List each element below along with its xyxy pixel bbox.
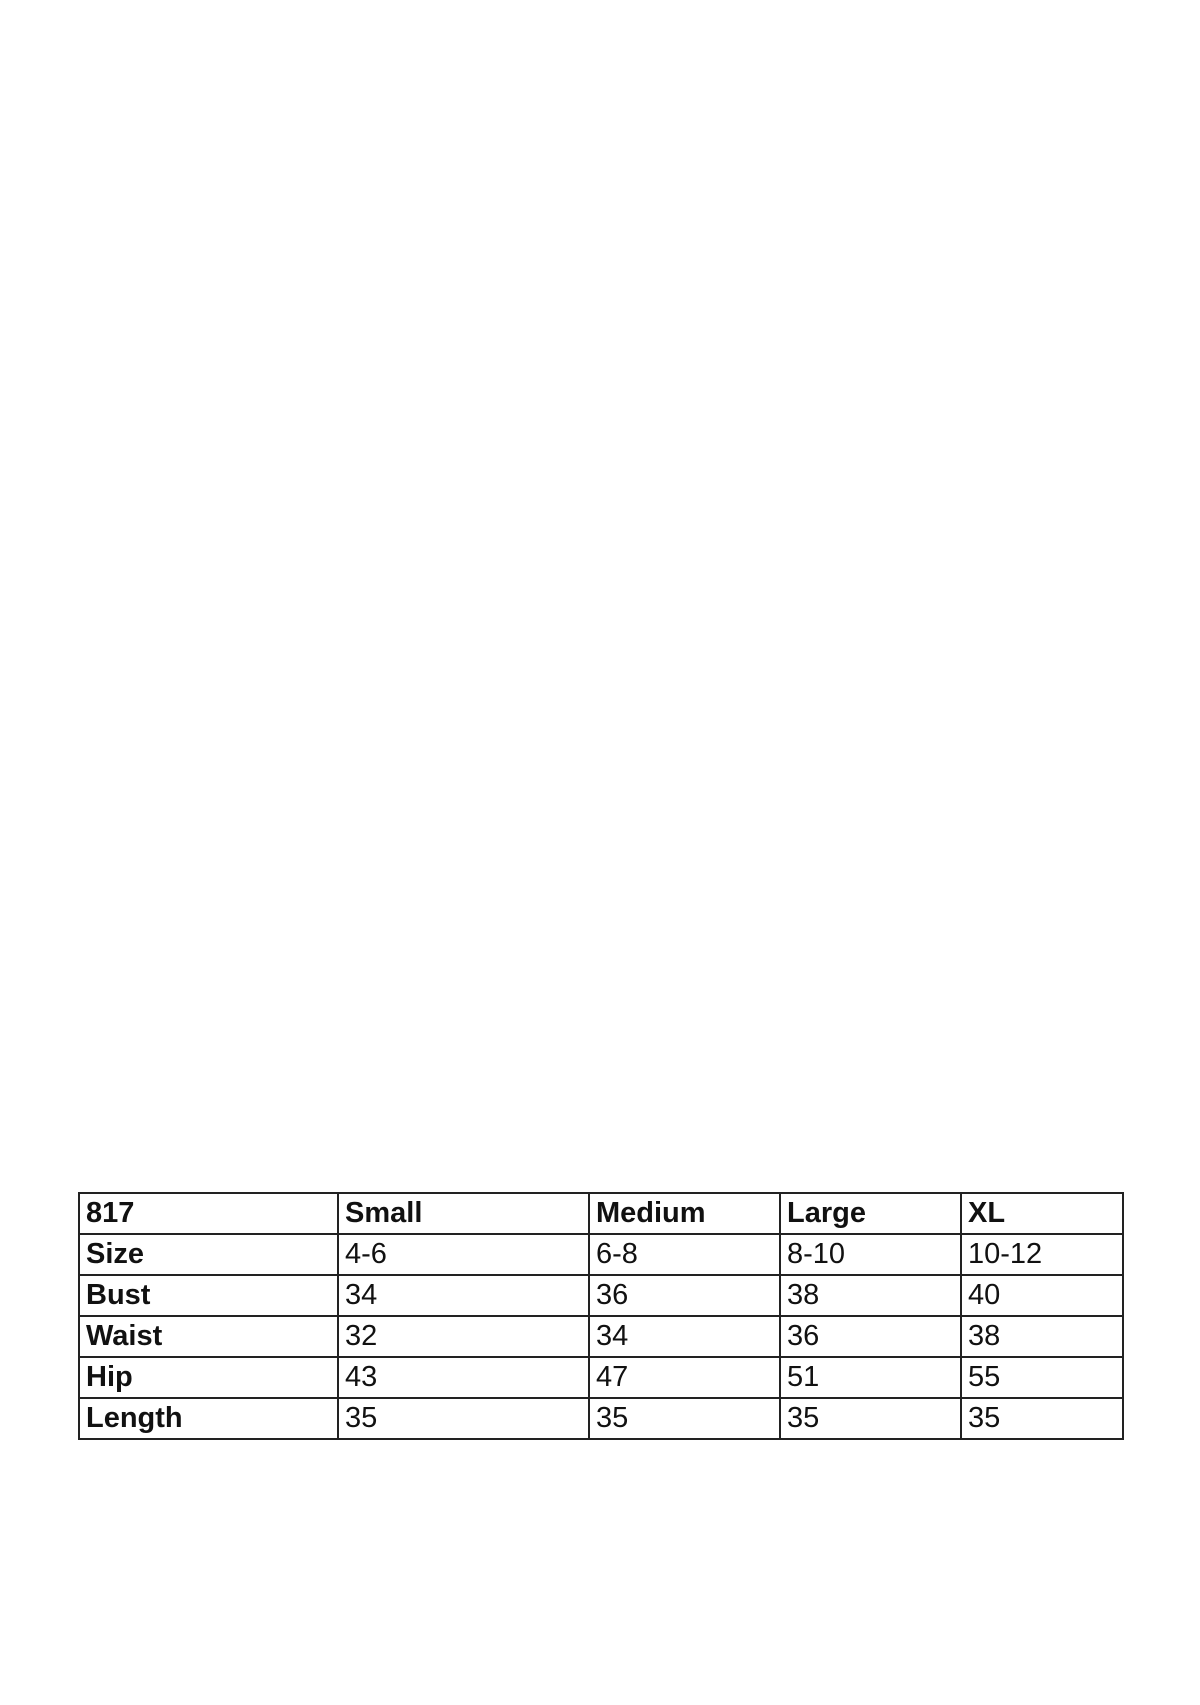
- size-large-header: Large: [780, 1193, 961, 1234]
- table-row: [79, 1357, 1123, 1398]
- table-cell: 55: [961, 1357, 1123, 1398]
- table-cell: 35: [961, 1398, 1123, 1439]
- table-cell: 8-10: [780, 1234, 961, 1275]
- table-cell: 35: [780, 1398, 961, 1439]
- size-xl-header: XL: [961, 1193, 1123, 1234]
- table-cell: 34: [589, 1316, 780, 1357]
- table-cell: 38: [961, 1316, 1123, 1357]
- row-label-length: Length: [79, 1398, 338, 1439]
- table-cell: 51: [780, 1357, 961, 1398]
- table-cell: 10-12: [961, 1234, 1123, 1275]
- size-medium-header: Medium: [589, 1193, 780, 1234]
- table-cell: 40: [961, 1275, 1123, 1316]
- table-row: [79, 1234, 1123, 1275]
- table-row: [79, 1275, 1123, 1316]
- table-cell: 35: [589, 1398, 780, 1439]
- row-label-bust: Bust: [79, 1275, 338, 1316]
- table-cell: 35: [338, 1398, 589, 1439]
- table-cell: 38: [780, 1275, 961, 1316]
- table-row: [79, 1316, 1123, 1357]
- table-cell: 47: [589, 1357, 780, 1398]
- row-label-hip: Hip: [79, 1357, 338, 1398]
- row-label-waist: Waist: [79, 1316, 338, 1357]
- size-small-header: Small: [338, 1193, 589, 1234]
- table-header-row: [79, 1193, 1123, 1234]
- table-row: [79, 1398, 1123, 1439]
- table-cell: 32: [338, 1316, 589, 1357]
- table-cell: 6-8: [589, 1234, 780, 1275]
- row-label-size: Size: [79, 1234, 338, 1275]
- table-cell: 34: [338, 1275, 589, 1316]
- table-cell: 36: [589, 1275, 780, 1316]
- style-number-header: 817: [79, 1193, 338, 1234]
- table-cell: 43: [338, 1357, 589, 1398]
- table-cell: 4-6: [338, 1234, 589, 1275]
- size-chart-table: [78, 1192, 1124, 1440]
- table-cell: 36: [780, 1316, 961, 1357]
